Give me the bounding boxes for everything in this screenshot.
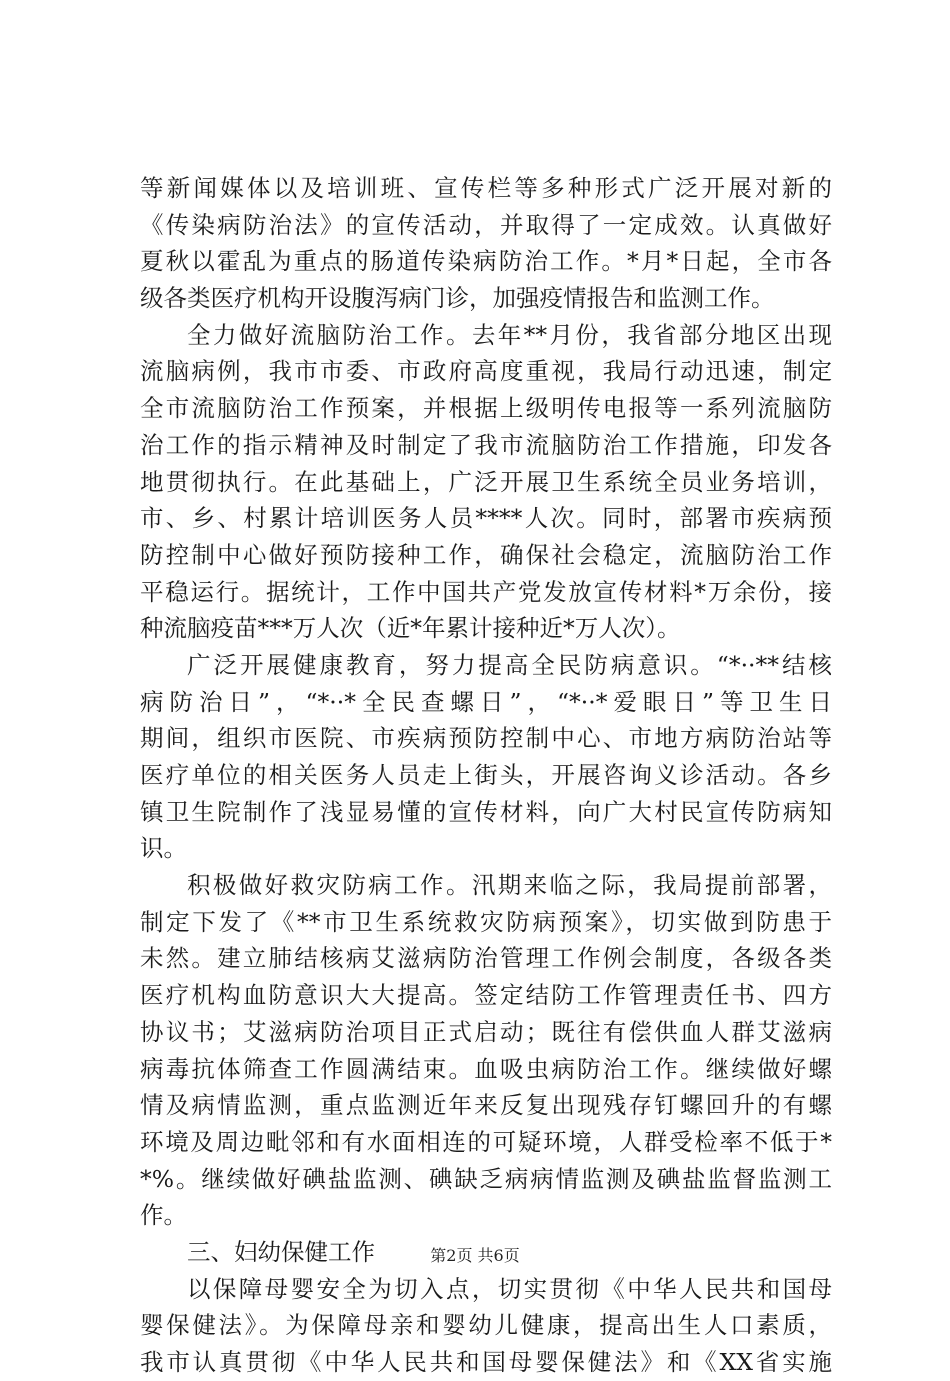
text-line: 协议书；艾滋病防治项目正式启动；既往有偿供血人群艾滋病 bbox=[140, 1017, 832, 1046]
text-line: 级各类医疗机构开设腹泻病门诊，加强疫情报告和监测工作。 bbox=[140, 284, 775, 313]
text-line: *%。继续做好碘盐监测、碘缺乏病病情监测及碘盐监督监测工 bbox=[140, 1164, 832, 1193]
text-line: 识。 bbox=[140, 834, 187, 863]
text-line: 防控制中心做好预防接种工作，确保社会稳定，流脑防治工作 bbox=[140, 540, 832, 569]
text-line: 平稳运行。据统计，工作中国共产党发放宣传材料*万余份，接 bbox=[140, 577, 832, 606]
text-line: 市、乡、村累计培训医务人员****人次。同时，部署市疾病预 bbox=[140, 504, 832, 533]
text-line: 等新闻媒体以及培训班、宣传栏等多种形式广泛开展对新的 bbox=[140, 174, 832, 202]
text-line: 流脑病例，我市市委、市政府高度重视，我局行动迅速，制定 bbox=[140, 357, 832, 386]
text-line: 地贯彻执行。在此基础上，广泛开展卫生系统全员业务培训， bbox=[140, 467, 832, 496]
text-line: 婴保健法》。为保障母亲和婴幼儿健康，提高出生人口素质， bbox=[140, 1311, 832, 1340]
page-footer: 第2页 共6页 bbox=[430, 1246, 520, 1265]
text-line: 情及病情监测，重点监测近年来反复出现残存钉螺回升的有螺 bbox=[140, 1091, 832, 1120]
text-line: 我市认真贯彻《中华人民共和国母婴保健法》和《XX省实施 bbox=[140, 1348, 832, 1376]
text-line: 种流脑疫苗***万人次（近*年累计接种近*万人次）。 bbox=[140, 614, 681, 643]
text-line: 治工作的指示精神及时制定了我市流脑防治工作措施，印发各 bbox=[140, 430, 832, 459]
text-line: 积极做好救灾防病工作。汛期来临之际，我局提前部署， bbox=[187, 871, 832, 900]
text-line: 病防治日”，“*··*全民查螺日”，“*··*爱眼日”等卫生日 bbox=[140, 687, 832, 716]
text-line: 全力做好流脑防治工作。去年**月份，我省部分地区出现 bbox=[187, 320, 832, 349]
text-line: 三、妇幼保健工作 bbox=[187, 1237, 375, 1266]
text-line: 制定下发了《**市卫生系统救灾防病预案》，切实做到防患于 bbox=[140, 907, 832, 936]
text-line: 以保障母婴安全为切入点，切实贯彻《中华人民共和国母 bbox=[187, 1274, 832, 1303]
text-line: 病毒抗体筛查工作圆满结束。血吸虫病防治工作。继续做好螺 bbox=[140, 1054, 832, 1083]
text-line: 广泛开展健康教育，努力提高全民防病意识。“*··**结核 bbox=[187, 650, 832, 679]
text-line: 全市流脑防治工作预案，并根据上级明传电报等一系列流脑防 bbox=[140, 394, 832, 423]
text-line: 《传染病防治法》的宣传活动，并取得了一定成效。认真做好 bbox=[140, 210, 832, 239]
text-line: 未然。建立肺结核病艾滋病防治管理工作例会制度，各级各类 bbox=[140, 944, 832, 973]
text-line: 夏秋以霍乱为重点的肠道传染病防治工作。*月*日起，全市各 bbox=[140, 247, 832, 276]
text-line: 医疗单位的相关医务人员走上街头，开展咨询义诊活动。各乡 bbox=[140, 761, 832, 789]
text-line: 镇卫生院制作了浅显易懂的宣传材料，向广大村民宣传防病知 bbox=[140, 797, 832, 826]
text-line: 医疗机构血防意识大大提高。签定结防工作管理责任书、四方 bbox=[140, 981, 832, 1010]
text-line: 期间，组织市医院、市疾病预防控制中心、市地方病防治站等 bbox=[140, 724, 832, 753]
body-text bbox=[140, 170, 832, 1381]
text-line: 环境及周边毗邻和有水面相连的可疑环境，人群受检率不低于* bbox=[140, 1127, 832, 1156]
text-line: 作。 bbox=[140, 1201, 187, 1230]
